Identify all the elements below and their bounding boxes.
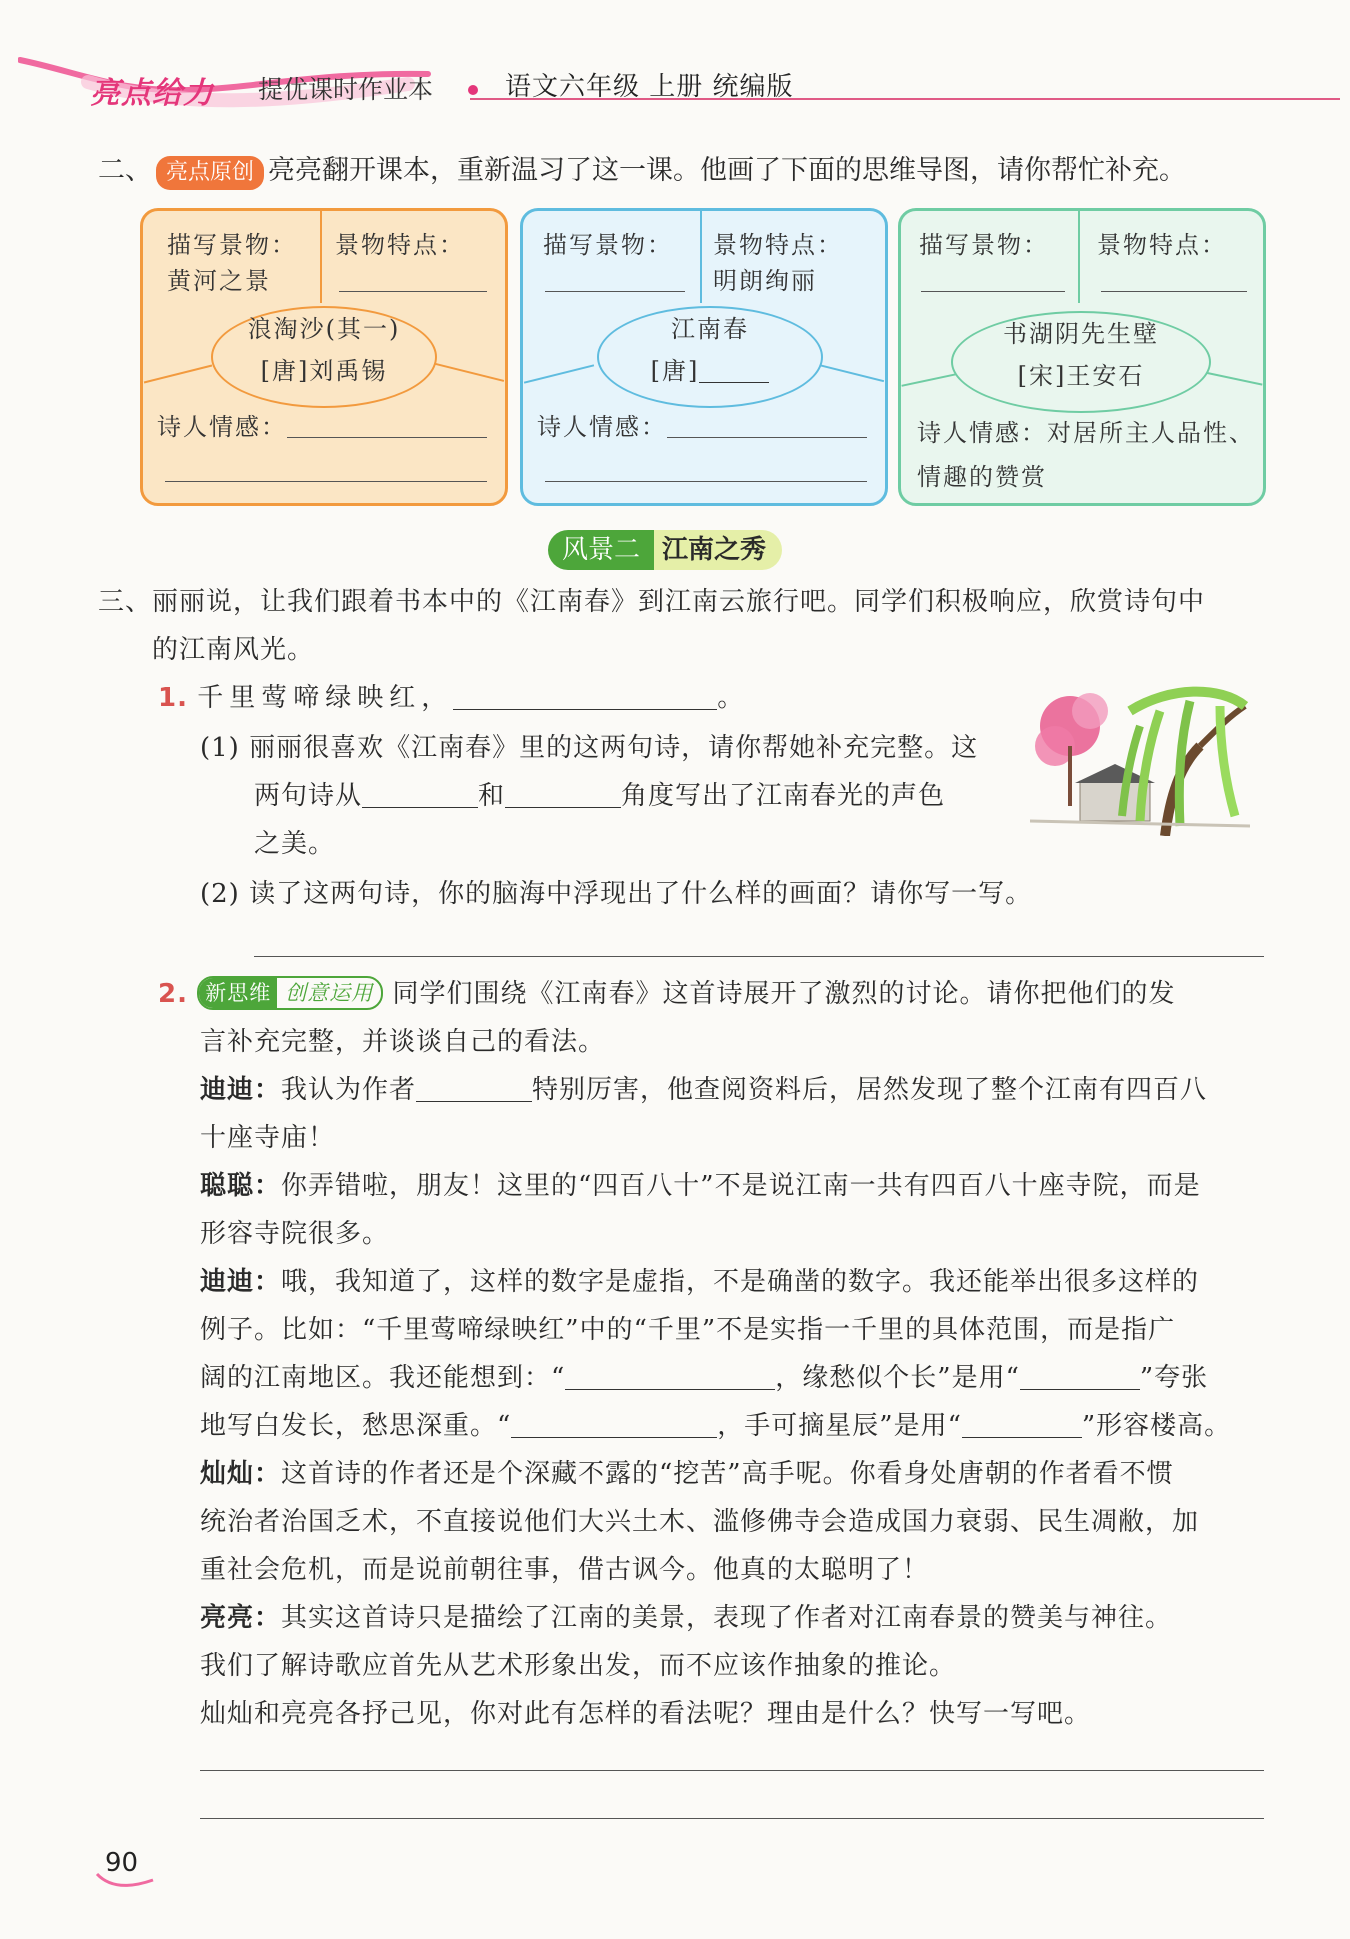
didi-line-1: [200, 1066, 1207, 1114]
feature-label: 景物特点：: [335, 231, 465, 259]
emotion-blank[interactable]: [287, 437, 487, 438]
emotion-value: 对居所主人品性、: [1047, 419, 1255, 447]
q1-sub2: [200, 870, 1032, 918]
scene-label: 描写景物：: [543, 231, 673, 259]
badge-new-thinking: 新思维: [199, 978, 277, 1008]
q1-sub1-text-c: 角度写出了江南春光的声色: [621, 781, 946, 811]
q1-sub2-text: 读了这两句诗，你的脑海中浮现出了什么样的画面？请你写一写。: [249, 879, 1033, 909]
q1-poem-end: 。: [717, 683, 745, 713]
emotion-label: 诗人情感：: [157, 413, 287, 441]
map-divider: [320, 211, 322, 303]
emotion-value-2: 情趣的赞赏: [917, 463, 1047, 491]
congcong-line-2: 形容寺院很多。: [200, 1219, 390, 1249]
q1-poem-line: [158, 674, 744, 722]
q2-intro: [158, 970, 1176, 1018]
section-3-intro-line2: 的江南风光。: [152, 635, 315, 665]
feature-label: 景物特点：: [1097, 231, 1227, 259]
map-divider: [700, 211, 702, 303]
feature-value: 明朗绚丽: [713, 267, 817, 295]
map-branch: [432, 362, 504, 382]
book-info: 语文六年级 上册 统编版: [505, 72, 794, 102]
q2-intro-line2: 言补充完整，并谈谈自己的看法。: [200, 1027, 606, 1057]
mind-map-langtaosha: [140, 208, 508, 506]
poem-author: [宋]王安石: [1017, 362, 1145, 390]
q2-answer-line-2[interactable]: [200, 1818, 1264, 1819]
liangliang-line-1: [200, 1594, 1172, 1642]
section-2-text: 亮亮翻开课本，重新温习了这一课。他画了下面的思维导图，请你帮忙补充。: [268, 155, 1187, 186]
original-badge: 亮点原创: [156, 156, 264, 190]
map-branch: [901, 373, 956, 387]
q1-number: 1.: [158, 683, 188, 713]
didi-text-2c-b: ，缘愁似个长”是用“: [775, 1363, 1020, 1393]
emotion-label: 诗人情感：: [917, 419, 1047, 447]
scene-blank[interactable]: [921, 291, 1065, 292]
new-thinking-badge: [197, 976, 383, 1010]
didi-line-2d: [200, 1402, 1231, 1450]
q1-poem-blank[interactable]: [453, 683, 717, 710]
didi-line-2a: [200, 1258, 1199, 1306]
willow-tree-illustration: [1030, 686, 1250, 836]
poem-oval: [211, 306, 437, 408]
q1-poem-start: 千里莺啼绿映红，: [197, 683, 454, 713]
map-divider: [1078, 211, 1080, 303]
didi-text-2d-c: ”形容楼高。: [1081, 1411, 1232, 1441]
poem-line-blank-2[interactable]: [511, 1411, 717, 1438]
map-branch: [524, 364, 594, 383]
didi-text-2d-b: ，手可摘星辰”是用“: [717, 1411, 962, 1441]
didi-line-1c: 十座寺庙！: [200, 1123, 336, 1153]
cancan-line-2: 统治者治国乏术，不直接说他们大兴土木、滥修佛寺会造成国力衰弱、民生凋敝，加: [200, 1507, 1200, 1537]
didi-text-2d-a: 地写白发长，愁思深重。“: [200, 1411, 512, 1441]
q1-sub1: [200, 724, 978, 772]
q1-sub1-line1: 丽丽很喜欢《江南春》里的这两句诗，请你帮她补充完整。这: [249, 733, 979, 763]
scenery-tag: 风景二: [548, 530, 654, 570]
q1-sub1-line2: [254, 772, 945, 820]
poem-line-blank-1[interactable]: [565, 1363, 775, 1390]
didi-text-a: 我认为作者: [281, 1075, 417, 1105]
scene-label: 描写景物：: [919, 231, 1049, 259]
section-2-number: 二、: [98, 155, 152, 186]
q1-sub1-text-a: 两句诗从: [254, 781, 363, 811]
scenery-title: 江南之秀: [654, 530, 782, 570]
q2-intro-line1: 同学们围绕《江南春》这首诗展开了激烈的讨论。请你把他们的发: [392, 979, 1176, 1009]
mind-map-jiangnanchun: [520, 208, 888, 506]
speaker-didi-2: 迪迪：: [200, 1267, 282, 1297]
q1-sub1-number: (1): [200, 733, 240, 763]
didi-text-2c-c: ”夸张: [1139, 1363, 1209, 1393]
poem-oval: [597, 306, 823, 408]
poem-author: [唐]: [650, 357, 700, 385]
mind-map-shuhuyin: [898, 208, 1266, 506]
q1-sub2-number: (2): [200, 879, 240, 909]
book-series-title: 提优课时作业本: [258, 75, 434, 104]
q1-sub1-text-b: 和: [478, 781, 506, 811]
speaker-congcong: 聪聪：: [200, 1171, 282, 1201]
map-branch: [144, 365, 212, 384]
emotion-blank-2[interactable]: [165, 481, 487, 482]
didi-line-2c: [200, 1354, 1208, 1402]
speaker-liangliang: 亮亮：: [200, 1603, 282, 1633]
q1-angle-blank-2[interactable]: [505, 781, 621, 808]
page-number-swoosh: [95, 1870, 155, 1890]
cancan-line-1: [200, 1450, 1174, 1498]
technique-blank-2[interactable]: [962, 1411, 1082, 1438]
emotion-label: 诗人情感：: [537, 413, 667, 441]
poem-title: 浪淘沙(其一): [247, 315, 401, 343]
header-rule: [470, 98, 1340, 100]
emotion-blank[interactable]: [667, 437, 867, 438]
author-name-blank[interactable]: [416, 1075, 532, 1102]
poem-author-row: [599, 350, 821, 392]
section-3-intro-line1: 丽丽说，让我们跟着书本中的《江南春》到江南云旅行吧。同学们积极响应，欣赏诗句中: [152, 587, 1206, 617]
didi-text-2a: 哦，我知道了，这样的数字是虚指，不是确凿的数字。我还能举出很多这样的: [281, 1267, 1200, 1297]
q2-number: 2.: [158, 979, 188, 1009]
badge-creative-use: 创意运用: [285, 981, 374, 1005]
liangliang-text-1: 其实这首诗只是描绘了江南的美景，表现了作者对江南春景的赞美与神往。: [281, 1603, 1173, 1633]
author-blank[interactable]: [699, 358, 769, 383]
congcong-text-1: 你弄错啦，朋友！这里的“四百八十”不是说江南一共有四百八十座寺院，而是: [281, 1171, 1201, 1201]
poem-author: [唐]刘禹锡: [260, 357, 388, 385]
didi-text-2c-a: 阔的江南地区。我还能想到：“: [200, 1363, 566, 1393]
poem-title: 书湖阴先生壁: [1003, 320, 1159, 348]
q1-angle-blank-1[interactable]: [362, 781, 478, 808]
feature-blank[interactable]: [1101, 291, 1247, 292]
q1-answer-line[interactable]: [254, 956, 1264, 957]
poem-title: 江南春: [671, 315, 749, 343]
speaker-cancan: 灿灿：: [200, 1459, 282, 1489]
brand-logo-text: 亮点给力: [90, 76, 214, 111]
q2-answer-line-1[interactable]: [200, 1770, 1264, 1771]
q1-sub1-line3: 之美。: [254, 829, 336, 859]
cancan-line-3: 重社会危机，而是说前朝往事，借古讽今。他真的太聪明了！: [200, 1555, 930, 1585]
technique-blank-1[interactable]: [1020, 1363, 1140, 1390]
feature-blank[interactable]: [339, 291, 487, 292]
section-3-intro: [98, 578, 1205, 626]
section-2-instruction: [98, 148, 1186, 190]
header-dot-icon: [468, 85, 478, 95]
feature-label: 景物特点：: [713, 231, 843, 259]
emotion-row: [917, 413, 1255, 448]
q2-final-question: 灿灿和亮亮各抒己见，你对此有怎样的看法呢？理由是什么？快写一写吧。: [200, 1699, 1092, 1729]
emotion-blank-2[interactable]: [545, 481, 867, 482]
page-number: 90: [105, 1848, 139, 1878]
didi-text-b: 特别厉害，他查阅资料后，居然发现了整个江南有四百八: [532, 1075, 1208, 1105]
scene-label: 描写景物：: [167, 231, 297, 259]
congcong-line-1: [200, 1162, 1201, 1210]
didi-line-2b: 例子。比如：“千里莺啼绿映红”中的“千里”不是实指一千里的具体范围，而是指广: [200, 1315, 1176, 1345]
speaker-didi: 迪迪：: [200, 1075, 282, 1105]
scene-value: 黄河之景: [167, 267, 271, 295]
liangliang-line-2: 我们了解诗歌应首先从艺术形象出发，而不应该作抽象的推论。: [200, 1651, 957, 1681]
scene-blank[interactable]: [545, 291, 685, 292]
section-3-number: 三、: [98, 587, 153, 617]
scenery-heading: [548, 530, 782, 570]
cancan-text-1: 这首诗的作者还是个深藏不露的“挖苦”高手呢。你看身处唐朝的作者看不惯: [281, 1459, 1174, 1489]
poem-oval: [951, 311, 1211, 413]
